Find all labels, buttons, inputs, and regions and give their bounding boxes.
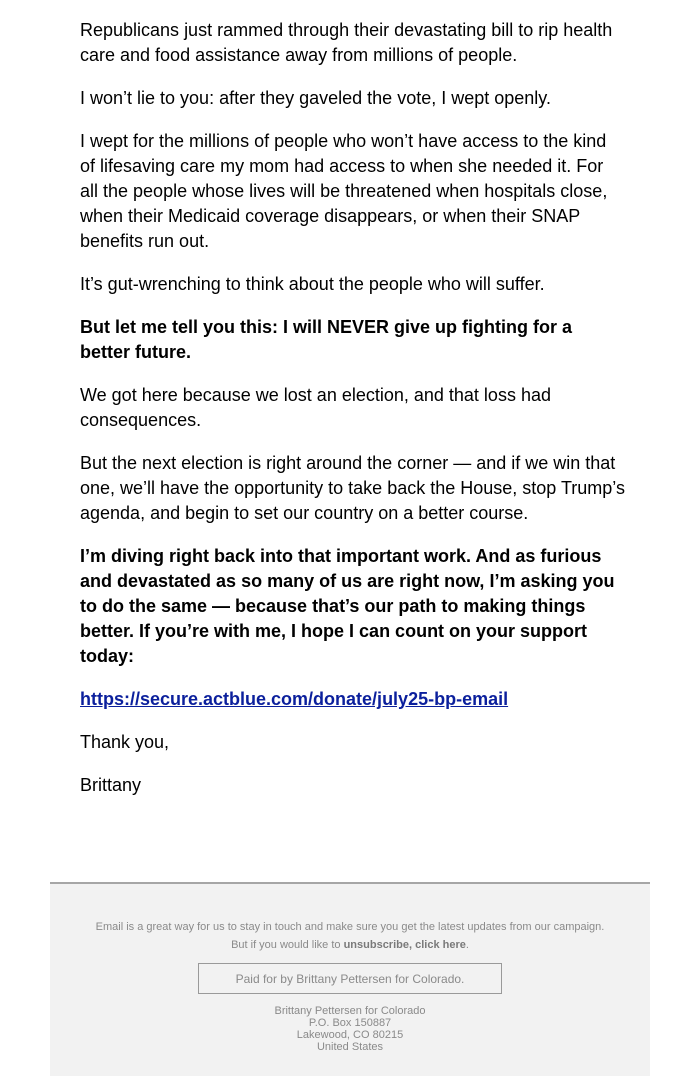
footer-note-line-1: Email is a great way for us to stay in touch and make sure you get the latest updates from our campaign. <box>95 921 605 933</box>
unsubscribe-link[interactable]: unsubscribe, click here <box>343 939 466 951</box>
paragraph-8-bold: I’m diving right back into that important work. And as furious and devastated as so many of us are right now, I’m asking you to do the same — because that’s our path to making things better. If you’re with me, I hope I can count on your support today: <box>80 546 615 666</box>
closing-text: Thank you, <box>80 732 170 752</box>
footer-note-prefix: But if you would like to <box>231 939 344 951</box>
donate-link[interactable]: https://secure.actblue.com/donate/july25-bp-email <box>80 689 509 709</box>
paragraph-1: Republicans just rammed through their devastating bill to rip health care and food assistance away from millions of people. <box>80 20 613 65</box>
address-city: Lakewood, CO 80215 <box>296 1029 404 1041</box>
paragraph-4: It’s gut-wrenching to think about the people who will suffer. <box>80 274 545 294</box>
footer-note <box>50 918 650 954</box>
mailing-address <box>50 1005 650 1053</box>
footer-note-line-2 <box>50 936 650 954</box>
signature: Brittany <box>80 775 142 795</box>
address-po-box: P.O. Box 150887 <box>308 1017 392 1029</box>
paid-for-disclaimer: Paid for by Brittany Pettersen for Colorado. <box>198 963 502 994</box>
email-body <box>80 18 625 816</box>
address-country: United States <box>316 1041 384 1053</box>
footer-note-suffix: . <box>465 939 469 951</box>
address-org: Brittany Pettersen for Colorado <box>274 1005 426 1017</box>
paragraph-7: But the next election is right around the corner — and if we win that one, we’ll have the opportunity to take back the House, stop Trump’s agenda, and begin to set our country on a better course. <box>80 453 625 523</box>
email-footer <box>50 882 650 1076</box>
paragraph-6: We got here because we lost an election, and that loss had consequences. <box>80 385 551 430</box>
paragraph-5-bold: But let me tell you this: I will NEVER give up fighting for a better future. <box>80 317 573 362</box>
paragraph-2: I won’t lie to you: after they gaveled the vote, I wept openly. <box>80 88 551 108</box>
paragraph-3: I wept for the millions of people who won’t have access to the kind of lifesaving care my mom had access to when she needed it. For all the people whose lives will be threatened when hospitals close, when their Medicaid coverage disappears, or when their SNAP benefits run out. <box>80 131 608 251</box>
donate-link-paragraph <box>80 687 625 712</box>
